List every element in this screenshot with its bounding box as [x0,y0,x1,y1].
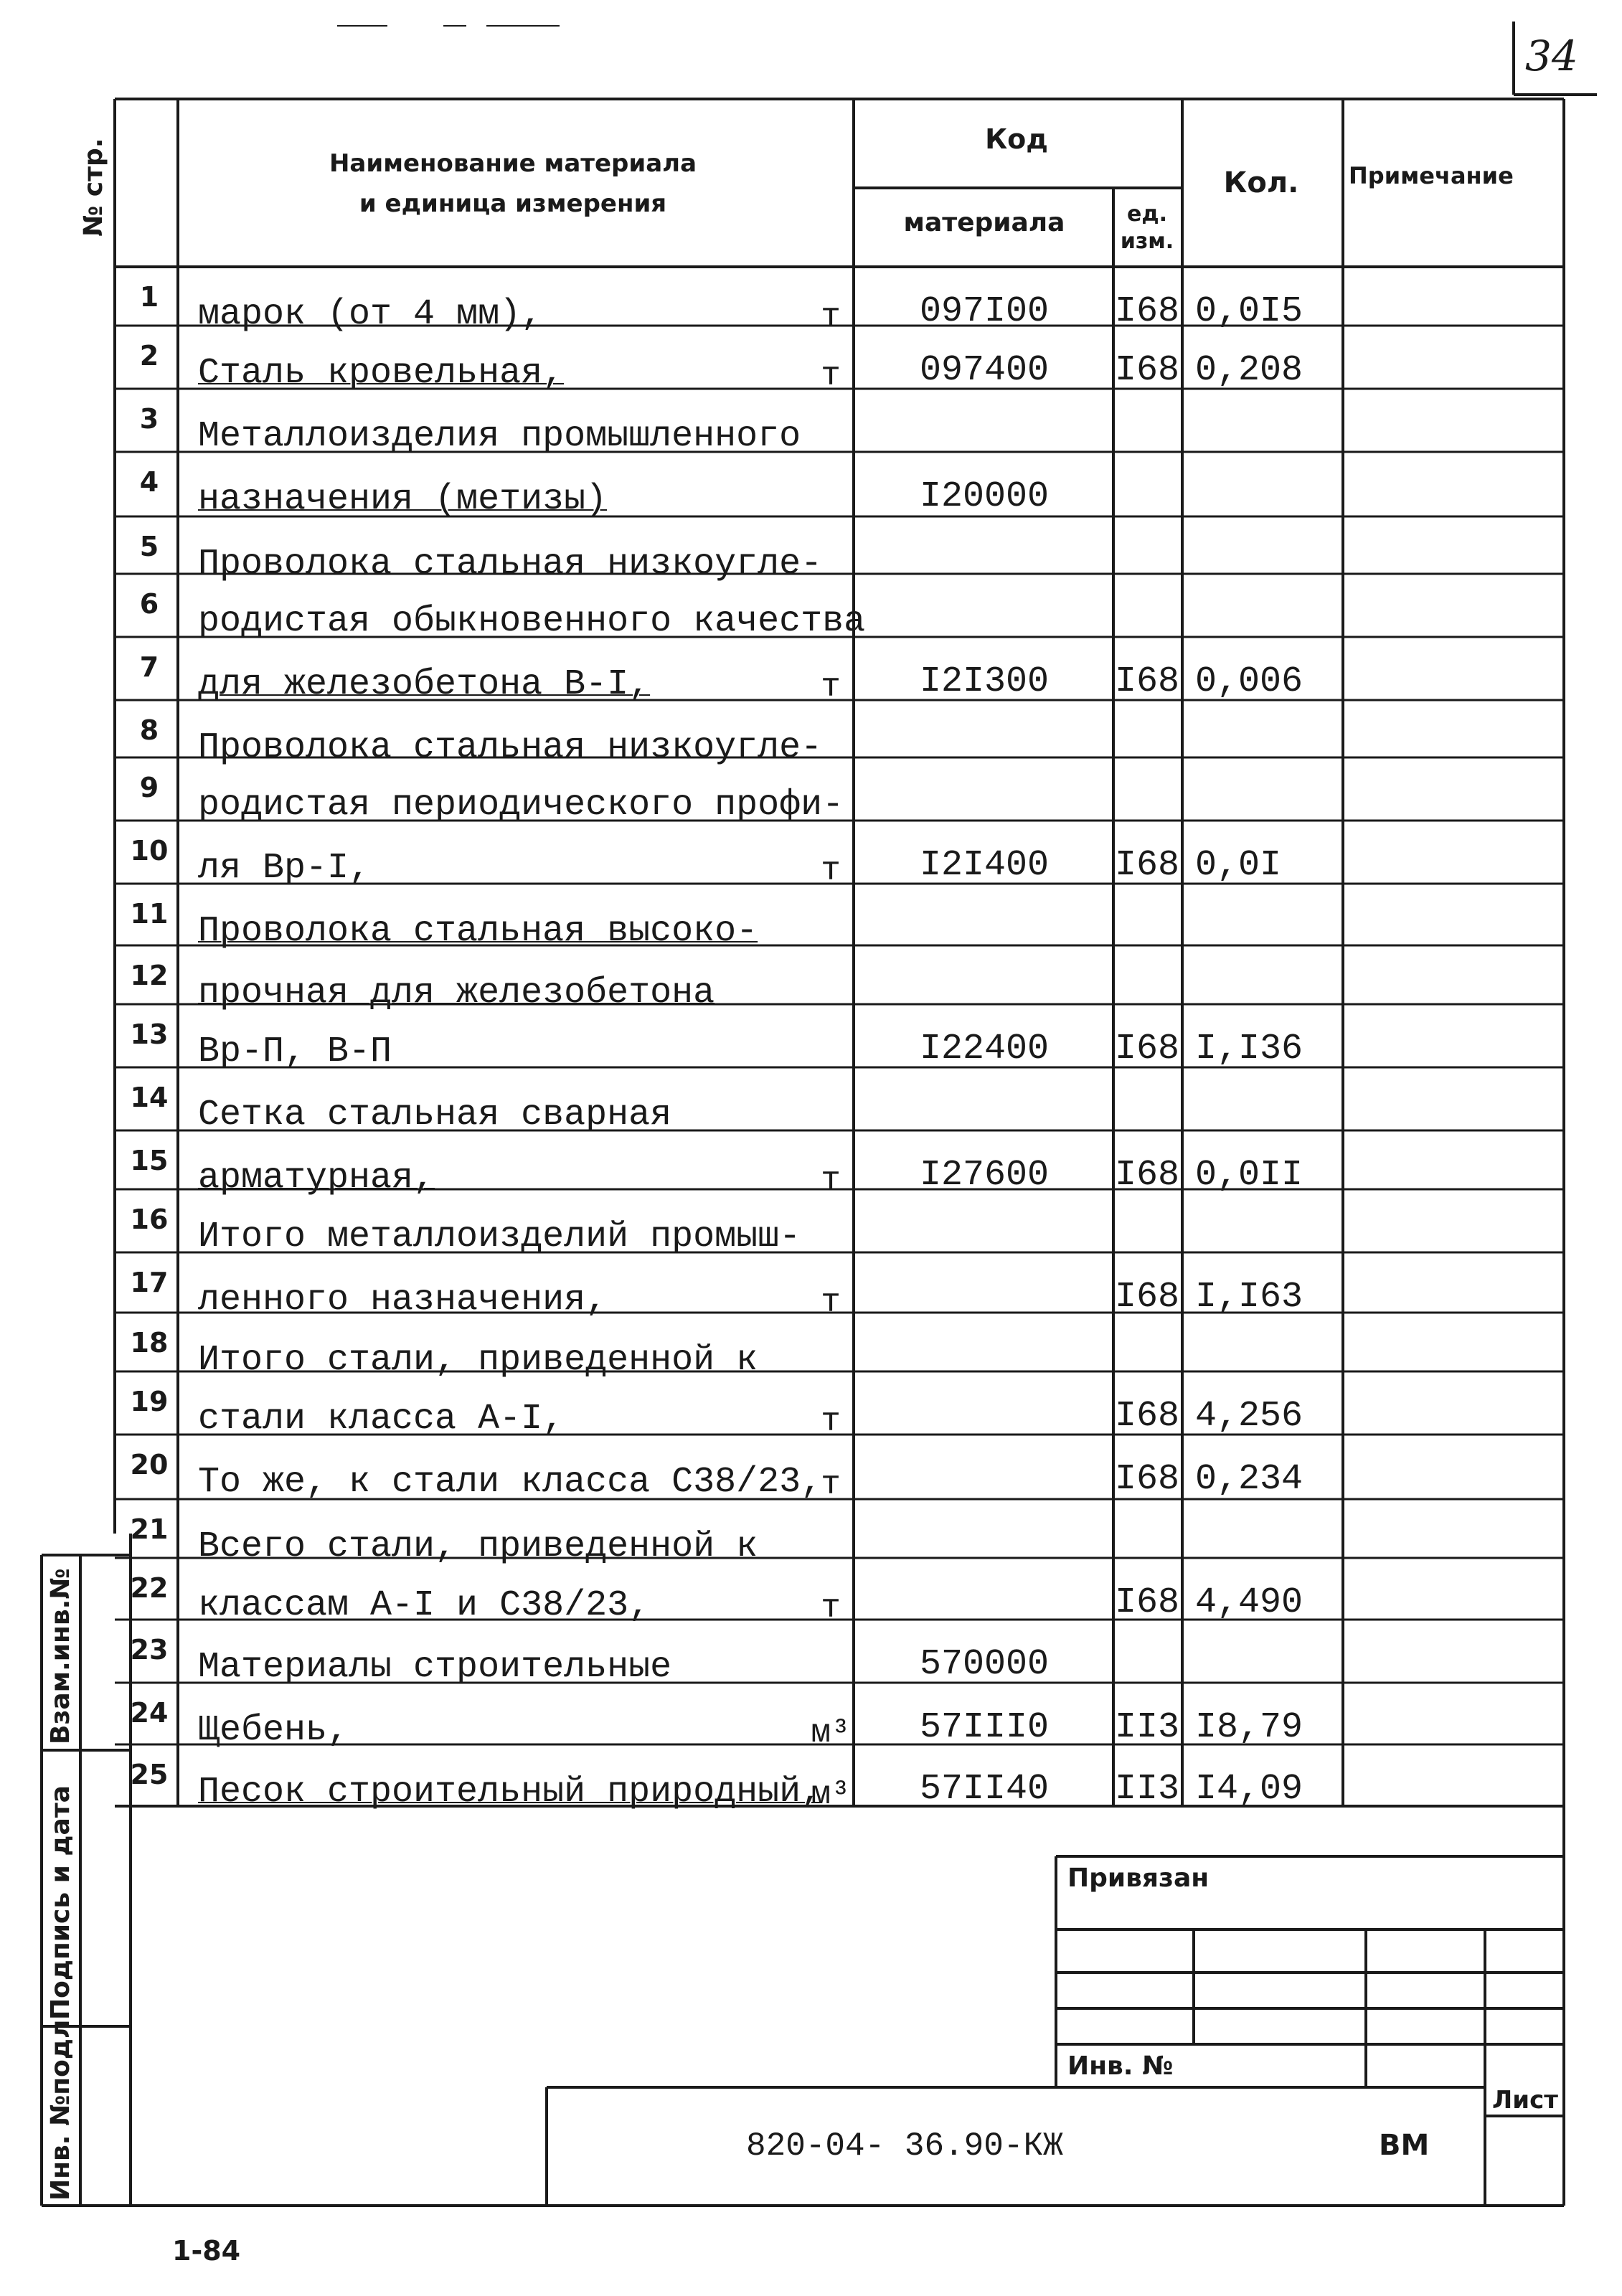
row-name: Сталь кровельная, [198,353,565,394]
row-name: Сетка стальная сварная [198,1095,672,1135]
header-name-line2: и единица измерения [359,189,667,218]
table-row [0,1004,1622,1072]
row-unit: т [821,1162,841,1199]
row-name: Итого металлоизделий промыш- [198,1216,801,1257]
table-row [0,1683,1622,1752]
row-unit-code: II3 [1115,1707,1180,1748]
row-number: 2 [139,340,159,372]
row-name: Итого стали, приведенной к [198,1340,758,1381]
header-no-col: № стр. [79,138,108,237]
stamp-inv-no: Инв. № [1067,2051,1174,2081]
table-row [0,637,1622,706]
row-quantity: 0,0II [1195,1155,1303,1196]
row-number: 21 [130,1513,169,1545]
footer-code: 1-84 [172,2235,241,2267]
row-quantity: I8,79 [1195,1707,1303,1748]
row-material-code: I2I400 [919,845,1050,886]
row-name: классам А-I и С38/23, [198,1585,651,1626]
row-name: Всего стали, приведенной к [198,1526,758,1567]
table-row [0,516,1622,585]
row-unit-code: I68 [1115,1277,1180,1318]
row-material-code: 57III0 [919,1707,1050,1748]
table-row [0,1558,1622,1627]
row-number: 9 [139,772,159,803]
table-row [0,1313,1622,1381]
row-unit-code: I68 [1115,1582,1180,1623]
header-qty-col: Кол. [1223,166,1299,199]
header-code-unit-line1: ед. [1127,202,1167,227]
row-number: 17 [130,1267,169,1298]
row-name: Материалы строительные [198,1647,672,1688]
row-material-code: I20000 [919,476,1050,517]
table-row [0,1189,1622,1257]
row-number: 4 [139,466,159,498]
row-unit-code: II3 [1115,1769,1180,1810]
row-unit-code: I68 [1115,661,1180,702]
header-code-unit [1115,201,1179,255]
row-name: Песок строительный природный, [198,1772,823,1813]
table-row [0,389,1622,457]
row-number: 15 [130,1145,169,1176]
table-row [0,1067,1622,1135]
row-name: ля Вр-I, [198,848,371,889]
table-row [0,1499,1622,1567]
table-row [0,1252,1622,1321]
row-name: стали класса А-I, [198,1399,565,1440]
row-material-code: 57II40 [919,1769,1050,1810]
row-number: 23 [130,1634,169,1666]
table-row [0,267,1622,336]
row-quantity: 0,234 [1195,1459,1303,1500]
row-unit-code: I68 [1115,350,1180,391]
header-code-material: материала [903,208,1065,237]
row-number: 14 [130,1082,169,1113]
row-number: 11 [130,898,169,930]
row-name: родистая обыкновенного качества [198,601,866,642]
table-row [0,1435,1622,1503]
table-row [0,1130,1622,1199]
row-number: 19 [130,1386,169,1417]
row-material-code: I2I300 [919,661,1050,702]
row-name: родистая периодического профи- [198,785,844,826]
row-quantity: 0,006 [1195,661,1303,702]
row-material-code: I27600 [919,1155,1050,1196]
row-name: арматурная, [198,1158,435,1199]
row-unit-code: I68 [1115,1029,1180,1069]
row-name: То же, к стали класса С38/23, [198,1462,823,1503]
header-code-col: Код [985,123,1048,155]
row-unit: т [821,357,841,395]
row-name: Проволока стальная низкоугле- [198,727,823,768]
table-row [0,757,1622,826]
side-vzam-inv: Взам.инв.№ [46,1568,75,1744]
row-unit-code: I68 [1115,1155,1180,1196]
row-number: 22 [130,1572,169,1604]
row-number: 25 [130,1759,169,1790]
row-unit: т [821,669,841,706]
header-note-col: Примечание [1349,162,1514,189]
row-name: Вр-П, В-П [198,1031,392,1072]
table-row [0,945,1622,1014]
stamp-doc-code: 820-04- 36.90-КЖ [746,2127,1063,2165]
row-quantity: 0,0I5 [1195,291,1303,332]
row-unit-code: I68 [1115,1396,1180,1437]
row-quantity: 4,256 [1195,1396,1303,1437]
stamp-privyazan: Привязан [1067,1863,1210,1893]
row-number: 1 [139,281,159,313]
row-quantity: I,I36 [1195,1029,1303,1069]
table-row [0,1620,1622,1688]
row-quantity: 4,490 [1195,1582,1303,1623]
row-unit-code: I68 [1115,1459,1180,1500]
row-unit-code: I68 [1115,291,1180,332]
row-number: 20 [130,1449,169,1480]
row-unit: т [821,1466,841,1503]
row-name: Проволока стальная высоко- [198,911,758,952]
row-name: Металлоизделия промышленного [198,416,801,457]
stamp-vm: ВМ [1379,2129,1430,2162]
row-quantity: I4,09 [1195,1769,1303,1810]
side-podpis-data: Подпись и дата [46,1785,75,2020]
table-row [0,884,1622,952]
row-unit: т [821,852,841,889]
row-number: 5 [139,531,159,562]
table-row [0,452,1622,520]
header-code-unit-line2: изм. [1120,229,1174,254]
row-number: 13 [130,1019,169,1050]
row-unit: т [821,1403,841,1440]
page-number-handwritten: 34 [1525,32,1578,80]
side-inv-podl: Инв. №подл [46,2019,75,2201]
row-unit: т [821,1589,841,1627]
row-number: 8 [139,714,159,746]
row-number: 6 [139,588,159,620]
row-material-code: 097400 [919,350,1050,391]
row-name: для железобетона В-I, [198,664,651,705]
table-row [0,700,1622,768]
row-quantity: I,I63 [1195,1277,1303,1318]
row-material-code: 570000 [919,1644,1050,1685]
row-number: 10 [130,835,169,866]
row-name: Проволока стальная низкоугле- [198,544,823,585]
row-unit: м³ [811,1714,851,1752]
row-number: 12 [130,960,169,991]
header-name-line1: Наименование материала [329,149,697,178]
table-row [0,574,1622,642]
row-unit: т [821,1284,841,1321]
row-number: 7 [139,651,159,683]
row-unit: т [821,298,841,336]
row-name: назначения (метизы) [198,479,608,520]
row-quantity: 0,0I [1195,845,1282,886]
row-quantity: 0,208 [1195,350,1303,391]
row-number: 18 [130,1327,169,1359]
row-material-code: I22400 [919,1029,1050,1069]
row-name: марок (от 4 мм), [198,294,543,335]
table-row [0,1744,1622,1813]
stamp-list: Лист [1492,2086,1558,2115]
row-number: 3 [139,403,159,435]
header-name-col [179,143,847,224]
row-name: Щебень, [198,1710,349,1751]
table-row [0,1371,1622,1440]
row-number: 24 [130,1697,169,1729]
row-number: 16 [130,1204,169,1235]
row-name: прочная для железобетона [198,973,715,1014]
row-unit-code: I68 [1115,845,1180,886]
table-row [0,821,1622,889]
row-unit: м³ [811,1776,851,1813]
row-material-code: 097I00 [919,291,1050,332]
table-row [0,326,1622,395]
row-name: ленного назначения, [198,1280,608,1321]
